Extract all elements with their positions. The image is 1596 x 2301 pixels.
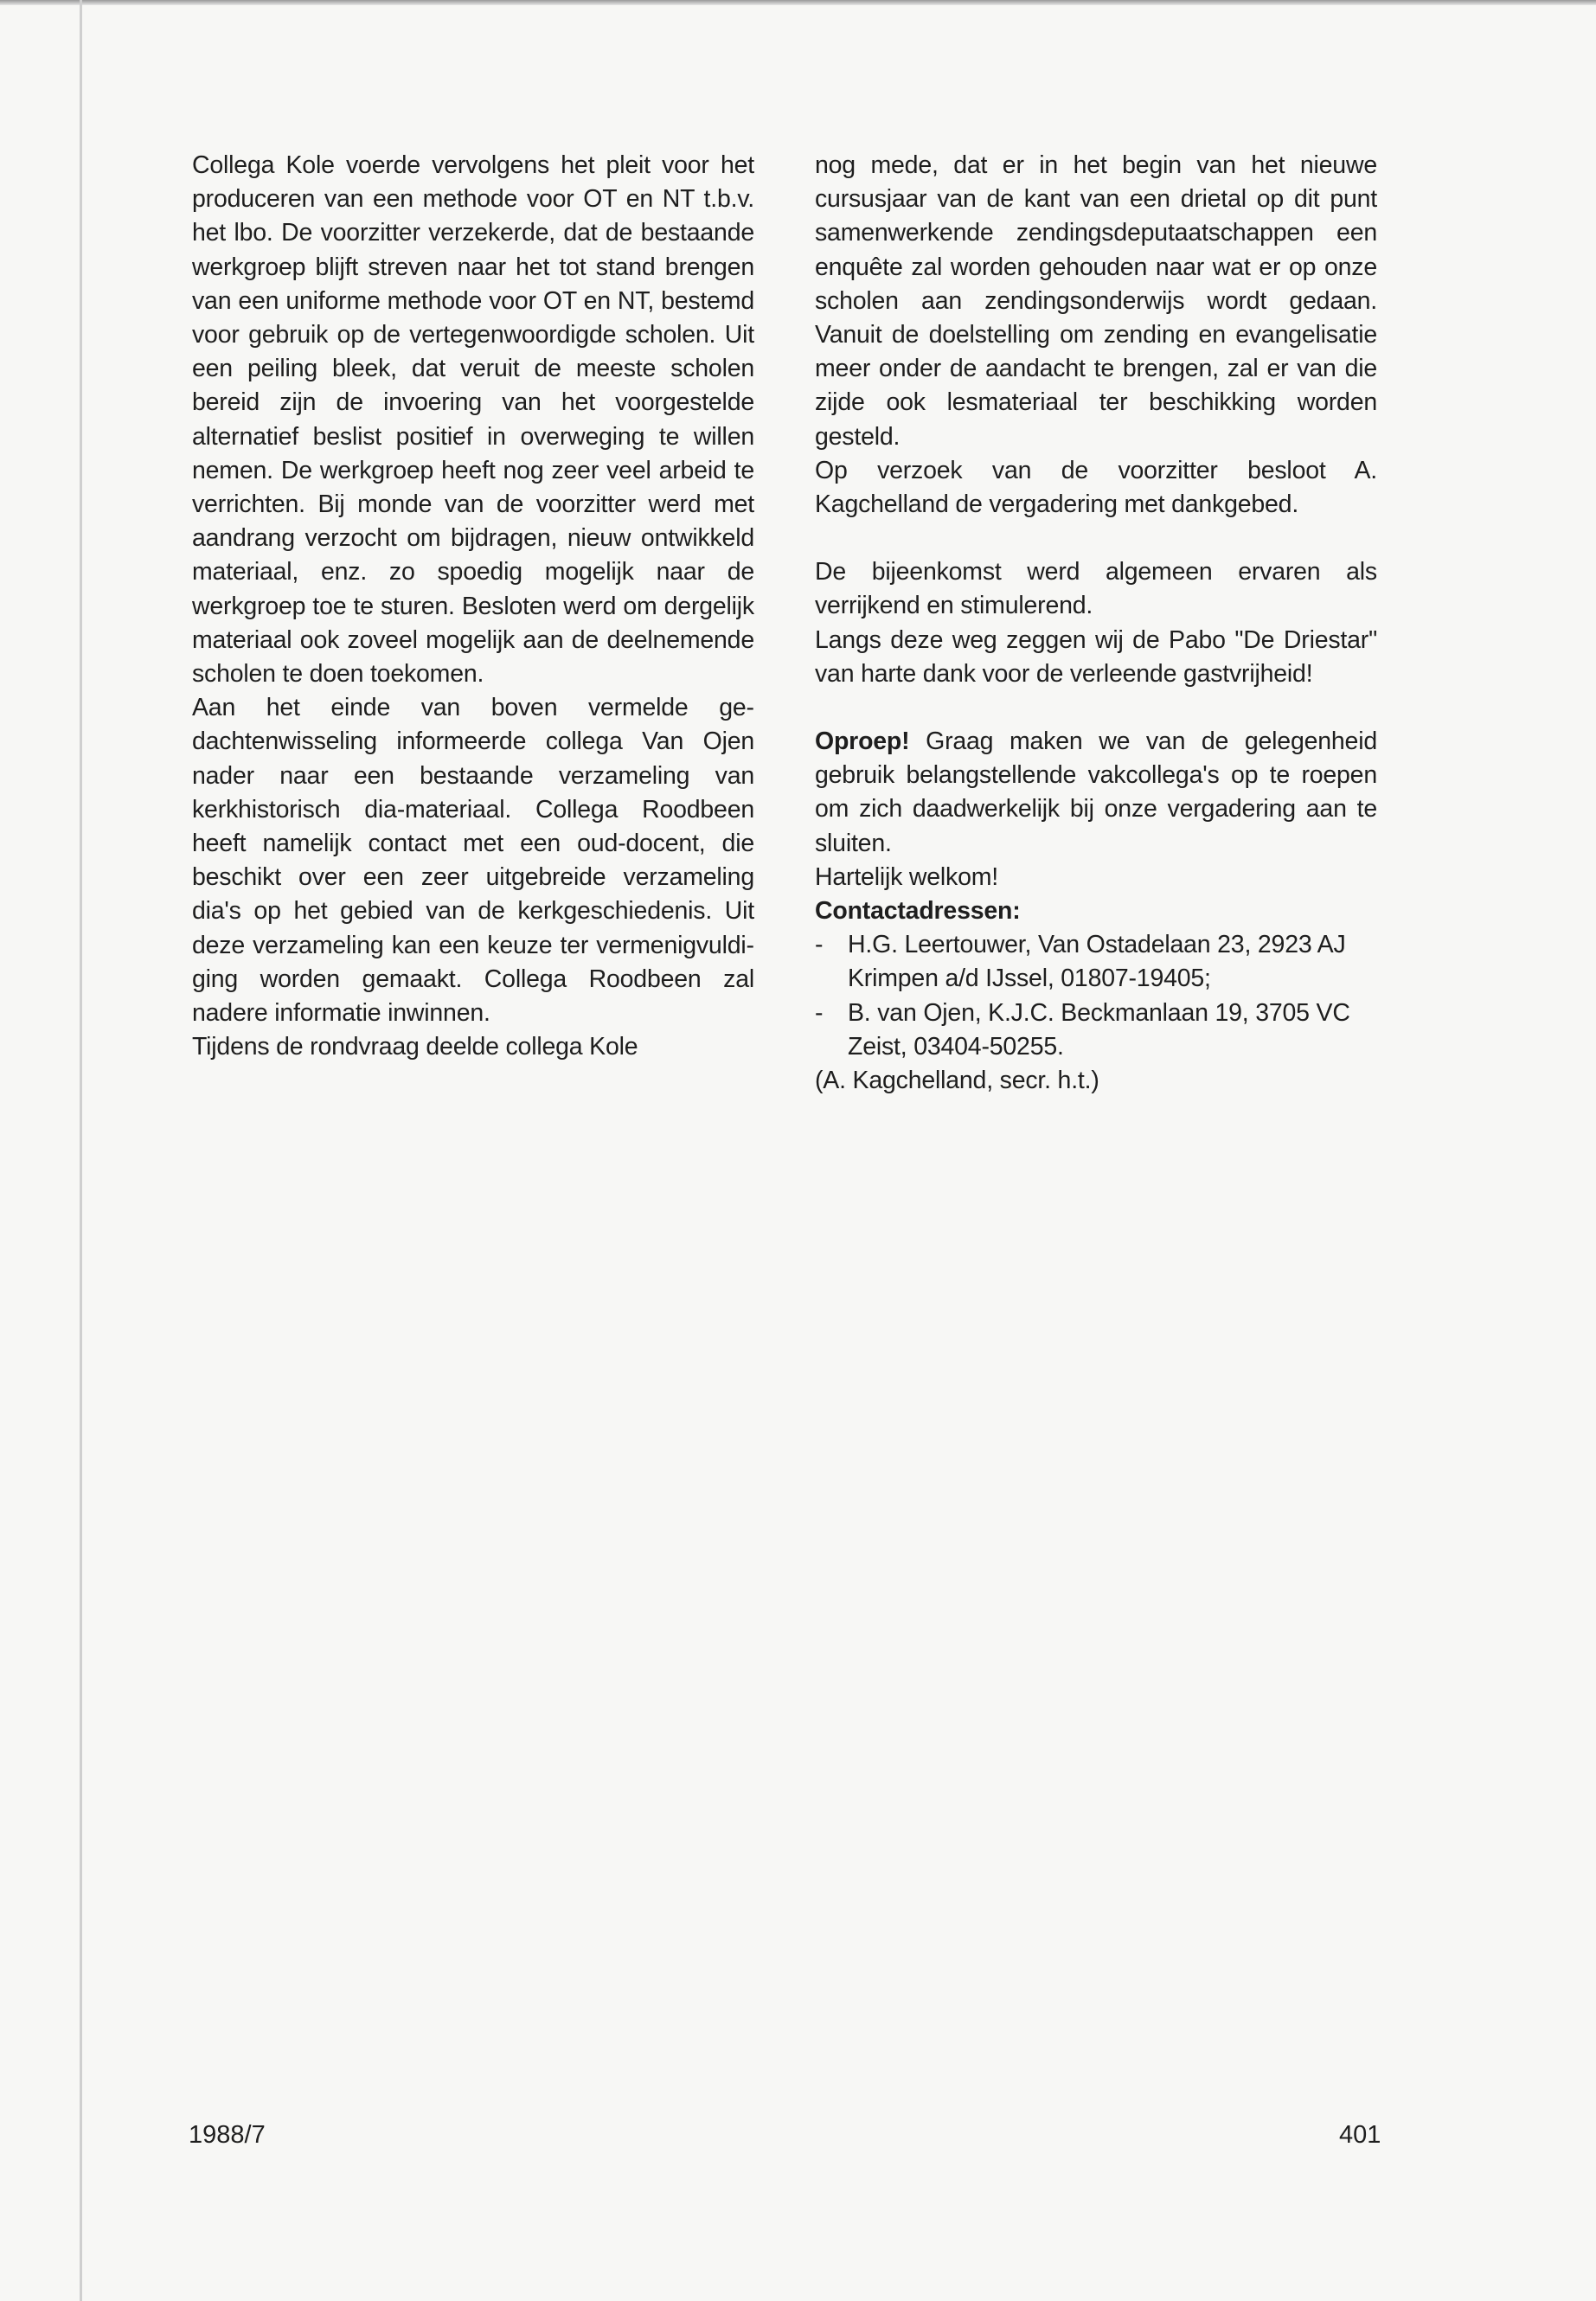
right-paragraph-2: Op verzoek van de voorzitter besloot A. Kagchelland de vergadering met dankgebed.: [815, 456, 1377, 519]
left-paragraph-2: Aan het einde van boven vermelde gedachtenwisseling informeerde collega Van Ojen nader naar een bestaande verzameling van kerkhistorisch dia-materiaal. Collega Roodbeen heeft namelijk contact met een oud-docent, die beschikt over een zeer uitgebreide verzameling dia's op het gebied van de kerkgeschiedenis. Uit deze verzameling kan een keuze ter vermenigvuldiging worden gemaakt. Collega Roodbeen zal nadere informatie inwinnen.: [192, 694, 754, 1028]
contact-text: B. van Ojen, K.J.C. Beckmanlaan 19, 3705 VC Zeist, 03404-50255.: [848, 998, 1350, 1061]
contact-item: [815, 997, 1377, 1064]
contacts-list: [815, 928, 1377, 1064]
list-dash: -: [815, 998, 824, 1027]
contact-text: H.G. Leertouwer, Van Ostadelaan 23, 2923 AJ Krimpen a/d IJssel, 01807-19405;: [848, 931, 1346, 993]
paragraph-gap: [815, 691, 1377, 725]
page-number: 401: [1339, 2121, 1381, 2149]
left-column: [192, 149, 754, 1064]
signature: (A. Kagchelland, secr. h.t.): [815, 1067, 1099, 1095]
scan-left-edge: [80, 0, 82, 2301]
oproep-paragraph: [815, 725, 1377, 861]
scan-top-edge: [0, 0, 1596, 5]
right-paragraph-1: nog mede, dat er in het begin van het nieuwe cursusjaar van de kant van een drietal op dit punt samenwerkende zendingsdeputaatschappen een enquête zal worden gehouden naar wat er op onze scholen aan zendingsonderwijs wordt gedaan. Vanuit de doelstelling om zending en evangelisatie meer onder de aandacht te brengen, zal er van die zijde ook lesmateriaal ter beschikking worden gesteld.: [815, 151, 1377, 451]
oproep-label: Oproep!: [815, 727, 910, 756]
right-paragraph-4: Langs deze weg zeggen wij de Pabo "De Driestar" van harte dank voor de verleende gastvrijheid!: [815, 625, 1377, 688]
list-dash: -: [815, 931, 824, 959]
issue-number: 1988/7: [189, 2121, 266, 2149]
oproep-text: Graag maken we van de gelegenheid gebruik belangstellende vakcollega's op te roepen om zich daadwerkelijk bij onze vergadering aan te sluiten.: [815, 727, 1377, 857]
right-paragraph-3: De bijeenkomst werd algemeen ervaren als verrijkend en stimulerend.: [815, 558, 1377, 620]
paragraph-gap: [815, 522, 1377, 555]
right-column: [815, 149, 1377, 1098]
contacts-heading: Contactadressen:: [815, 897, 1021, 926]
welcome-text: Hartelijk welkom!: [815, 862, 998, 891]
contact-item: [815, 928, 1377, 996]
left-paragraph-1: Collega Kole voerde vervolgens het pleit voor het produceren van een methode voor OT en NT t.b.v. het lbo. De voorzitter verzekerde, dat de bestaande werkgroep blijft streven naar het tot stand brengen van een uniforme methode voor OT en NT, bestemd voor gebruik op de vertegenwoordigde scholen. Uit een peiling bleek, dat veruit de meeste scholen bereid zijn de invoering van het voorgestelde alternatief beslist positief in overweging te willen nemen. De werkgroep heeft nog zeer veel arbeid te verrichten. Bij monde van de voorzitter werd met aandrang verzocht om bijdragen, nieuw ontwikkeld materiaal, enz. zo spoedig mogelijk naar de werkgroep toe te sturen. Besloten werd om dergelijk materiaal ook zoveel mogelijk aan de deelnemende scholen te doen toekomen.: [192, 151, 754, 689]
left-paragraph-3: Tijdens de rondvraag deelde collega Kole: [192, 1033, 638, 1061]
